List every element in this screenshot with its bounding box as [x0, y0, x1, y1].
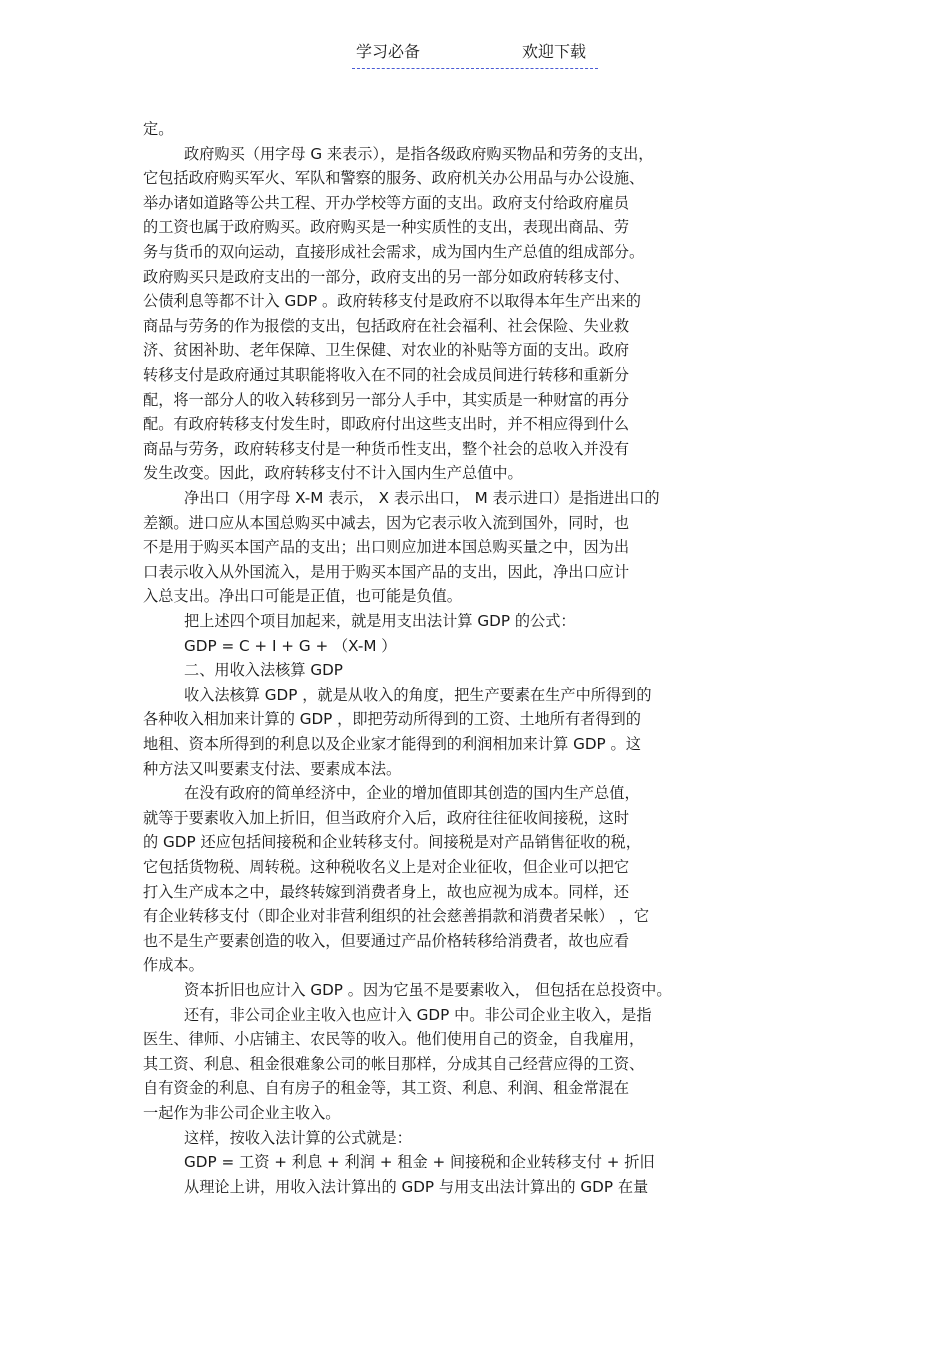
text-line: 定。 [143, 120, 174, 138]
text-line: 也不是生产要素创造的收入，但要通过产品价格转移给消费者，故也应看 [143, 931, 629, 950]
text-line: GDP = C + I + G + （X-M ） [184, 636, 397, 655]
text-line: 不是用于购买本国产品的支出；出口则应加进本国总购买量之中，因为出 [143, 538, 629, 557]
text-line: 务与货币的双向运动，直接形成社会需求，成为国内生产总值的组成部分。 [143, 243, 645, 261]
text-line: 打入生产成本之中，最终转嫁到消费者身上，故也应视为成本。同样，还 [143, 882, 629, 901]
text-line: 医生、律师、小店铺主、农民等的收入。他们使用自己的资金，自我雇用， [143, 1030, 645, 1049]
text-line: 的 GDP 还应包括间接税和企业转移支付。间接税是对产品销售征收的税， [143, 833, 641, 852]
text-line: 公债利息等都不计入 GDP 。政府转移支付是政府不以取得本年生产出来的 [143, 292, 641, 311]
text-line: 商品与劳务的作为报偿的支出，包括政府在社会福利、社会保险、失业救 [143, 316, 629, 335]
text-line: 一起作为非公司企业主收入。 [143, 1104, 341, 1122]
text-line: 净出口（用字母 X-M 表示， X 表示出口， M 表示进口）是指进出口的 [184, 489, 660, 507]
text-line: 政府购买（用字母 G 来表示），是指各级政府购买物品和劳务的支出， [184, 144, 654, 163]
text-line: 它包括政府购买军火、军队和警察的服务、政府机关办公用品与办公设施、 [143, 169, 645, 188]
text-line: 配。有政府转移支付发生时，即政府付出这些支出时，并不相应得到什么 [143, 415, 629, 434]
text-line: 济、贫困补助、老年保障、卫生保健、对农业的补贴等方面的支出。政府 [143, 341, 629, 360]
page-header [352, 40, 598, 69]
text-line: 各种收入相加来计算的 GDP ，即把劳动所得到的工资、土地所有者得到的 [143, 710, 641, 729]
text-line: 差额。进口应从本国总购买中减去，因为它表示收入流到国外，同时，也 [143, 513, 629, 532]
text-line: 商品与劳务，政府转移支付是一种货币性支出，整个社会的总收入并没有 [143, 439, 629, 458]
text-line: 资本折旧也应计入 GDP 。因为它虽不是要素收入， 但包括在总投资中。 [184, 981, 672, 999]
text-line: 口表示收入从外国流入，是用于购买本国产品的支出，因此，净出口应计 [143, 562, 629, 581]
text-line: 转移支付是政府通过其职能将收入在不同的社会成员间进行转移和重新分 [143, 366, 629, 384]
text-line: 种方法又叫要素支付法、要素成本法。 [143, 759, 402, 778]
text-line: 入总支出。净出口可能是正值，也可能是负值。 [143, 587, 462, 606]
text-line: 从理论上讲，用收入法计算出的 GDP 与用支出法计算出的 GDP 在量 [184, 1177, 649, 1196]
text-line: 政府购买只是政府支出的一部分，政府支出的另一部分如政府转移支付、 [143, 267, 629, 286]
text-line: 配，将一部分人的收入转移到另一部分人手中，其实质是一种财富的再分 [143, 390, 629, 409]
text-line: 举办诸如道路等公共工程、开办学校等方面的支出。政府支付给政府雇员 [143, 193, 629, 212]
text-line: 二、用收入法核算 GDP [184, 661, 343, 680]
text-line: 的工资也属于政府购买。政府购买是一种实质性的支出，表现出商品、劳 [143, 218, 629, 237]
text-line: 在没有政府的简单经济中，企业的增加值即其创造的国内生产总值， [184, 784, 640, 803]
text-line: 它包括货物税、周转税。这种税收名义上是对企业征收，但企业可以把它 [143, 858, 629, 876]
text-line: GDP = 工资 + 利息 + 利润 + 租金 + 间接税和企业转移支付 + 折旧 [184, 1153, 655, 1172]
text-line: 收入法核算 GDP ，就是从收入的角度，把生产要素在生产中所得到的 [184, 685, 652, 704]
text-line: 还有，非公司企业主收入也应计入 GDP 中。非公司企业主收入，是指 [184, 1005, 652, 1024]
text-line: 有企业转移支付（即企业对非营利组织的社会慈善捐款和消费者呆帐） ，它 [143, 907, 650, 926]
text-line: 作成本。 [143, 956, 204, 975]
text-line: 地租、资本所得到的利息以及企业家才能得到的利润相加来计算 GDP 。这 [143, 735, 641, 753]
text-line: 其工资、利息、租金很难象公司的帐目那样，分成其自己经营应得的工资、 [143, 1054, 645, 1073]
text-line: 这样，按收入法计算的公式就是： [184, 1128, 412, 1147]
text-line: 发生改变。因此，政府转移支付不计入国内生产总值中。 [143, 464, 523, 483]
header-right-text: 欢迎下载 [522, 42, 587, 61]
header-left-text: 学习必备 [356, 42, 421, 61]
text-line: 自有资金的利息、自有房子的租金等，其工资、利息、利润、租金常混在 [143, 1079, 629, 1098]
text-line: 把上述四个项目加起来，就是用支出法计算 GDP 的公式： [184, 612, 576, 630]
text-line: 就等于要素收入加上折旧，但当政府介入后，政府往往征收间接税，这时 [143, 808, 629, 827]
